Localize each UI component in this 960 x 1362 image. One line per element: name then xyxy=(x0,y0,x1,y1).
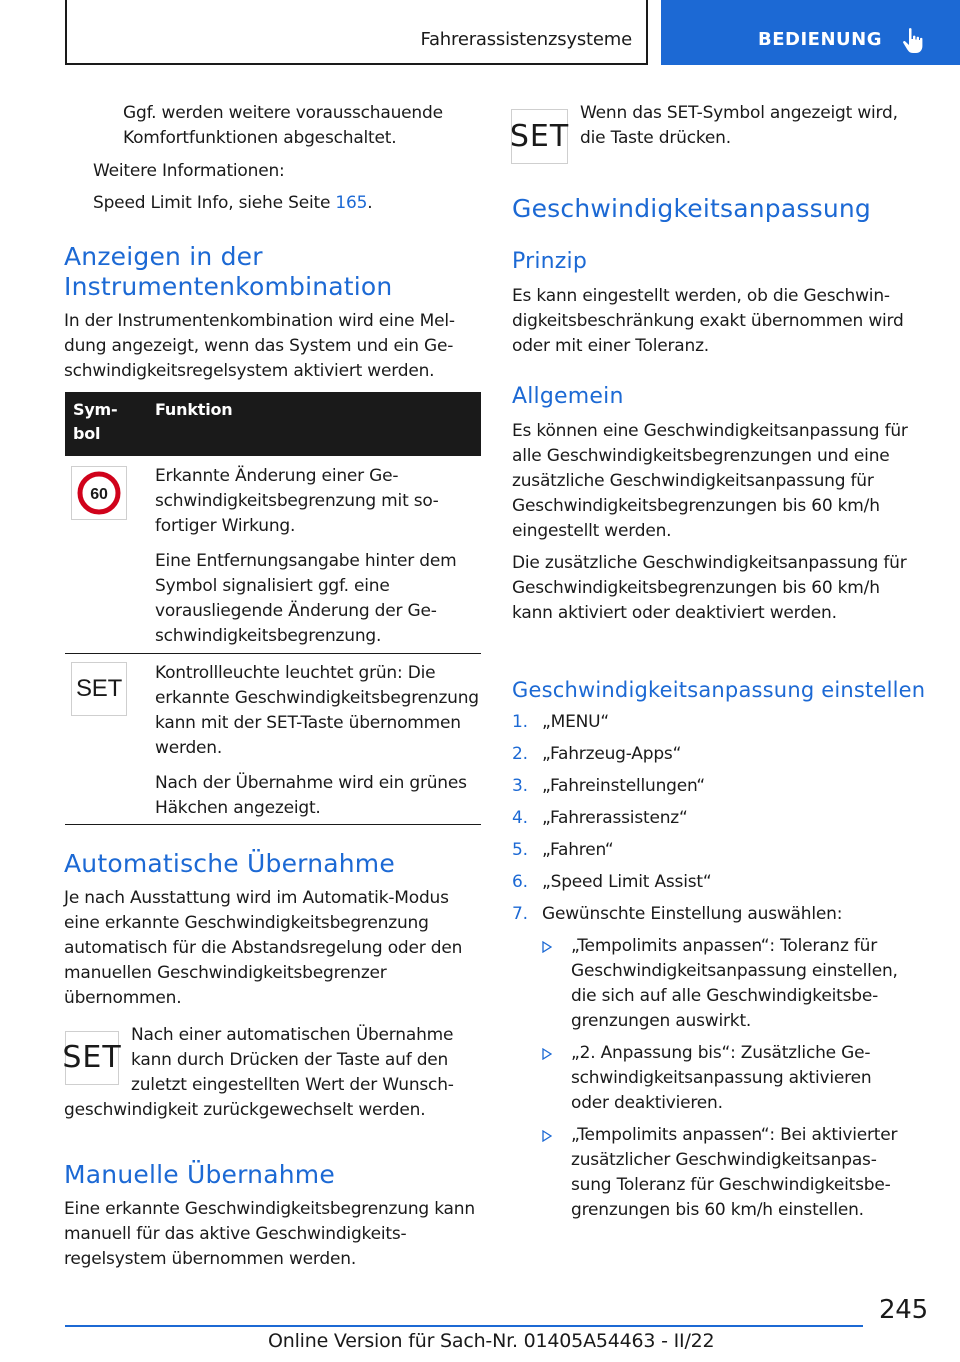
header-chapter-tab[interactable] xyxy=(661,0,960,65)
allgemein-paragraph-2: Die zusätzliche Geschwindigkeitsanpassung für Geschwindigkeitsbegrenzungen bis 60 km/h kann aktiviert oder deaktiviert werden. xyxy=(512,553,907,623)
header-chapter-title: BEDIENUNG xyxy=(758,29,882,50)
table-row-function xyxy=(155,464,481,659)
heading-automatische-uebernahme: Automatische Übernahme xyxy=(64,849,395,878)
heading-manuelle-uebernahme: Manuelle Übernahme xyxy=(64,1160,335,1189)
speed-limit-sign-graphic xyxy=(77,471,121,515)
hand-pointer-icon xyxy=(901,27,925,55)
row2-text-1: Kontrollleuchte leuchtet grün: Die erkannte Geschwindigkeitsbegrenzung kann mit der SET-Taste übernommen werden. xyxy=(155,663,479,758)
auto-note-line-1: Nach einer automatischen Übernahme xyxy=(131,1025,454,1045)
triangle-bullet-icon xyxy=(542,1130,552,1142)
step-text: „MENU“ xyxy=(542,712,609,732)
auto-note-line-3: zuletzt eingestellten Wert der Wunsch- xyxy=(131,1075,454,1095)
substep-text: „Tempolimits anpassen“: Toleranz für Geschwindigkeitsanpassung einstellen, die sich auf alle Geschwindigkeitsbegrenzungen auswirkt. xyxy=(571,936,898,1031)
heading-anzeigen-line-1: Anzeigen in der xyxy=(64,242,263,271)
allgemein-paragraph-1: Es können eine Geschwindigkeitsanpassung für alle Geschwindigkeitsbegrenzungen und eine zusätzliche Geschwindigkeitsanpassung für Geschwindigkeitsbegrenzungen bis 60 km/h eingestellt werden. xyxy=(512,421,908,541)
list-item xyxy=(512,806,930,831)
heading-prinzip: Prinzip xyxy=(512,249,588,274)
set-button-icon xyxy=(511,109,568,164)
step-number: 2. xyxy=(512,744,528,764)
substeps-list xyxy=(542,934,902,1223)
step-text: „Fahreinstellungen“ xyxy=(542,776,705,796)
speed-limit-reference-end: . xyxy=(367,193,373,213)
heading-allgemein: Allgemein xyxy=(512,384,624,409)
set-indicator-icon xyxy=(71,662,127,716)
manual-paragraph: Eine erkannte Geschwindigkeitsbegrenzung kann manuell für das aktive Geschwindigkeitsregelsystem übernommen werden. xyxy=(64,1199,475,1269)
step-text: „Fahrzeug-Apps“ xyxy=(542,744,682,764)
step-text: „Speed Limit Assist“ xyxy=(542,872,712,892)
auto-note-line-2: kann durch Drücken der Taste auf den xyxy=(131,1050,449,1070)
list-item xyxy=(542,934,902,1034)
triangle-bullet-icon xyxy=(542,941,552,953)
intro-line-1: Ggf. werden weitere vorausschauende xyxy=(123,103,443,123)
more-info-label: Weitere Informationen: xyxy=(93,161,285,181)
speed-limit-sign-icon xyxy=(71,466,127,520)
prinzip-paragraph: Es kann eingestellt werden, ob die Geschwindigkeitsbeschränkung exakt übernommen wird oder mit einer Toleranz. xyxy=(512,286,904,356)
page-number: 245 xyxy=(878,1295,928,1325)
auto-note-line-4: geschwindigkeit zurückgewechselt werden. xyxy=(64,1100,426,1120)
step-number: 4. xyxy=(512,808,528,828)
list-item xyxy=(512,902,930,1223)
set-button-label: SET xyxy=(62,1040,122,1075)
heading-anpassung-einstellen: Geschwindigkeitsanpassung einstellen xyxy=(512,678,926,702)
list-item xyxy=(512,742,930,767)
speed-limit-reference-text: Speed Limit Info, siehe Seite xyxy=(93,193,336,213)
table-header xyxy=(65,392,481,456)
step-text: „Fahren“ xyxy=(542,840,614,860)
row1-text-2: Eine Entfernungsangabe hinter dem Symbol signalisiert ggf. eine vorausliegende Änderung der Geschwindigkeitsbegrenzung. xyxy=(155,551,457,646)
page-link-165[interactable]: 165 xyxy=(335,193,368,213)
list-item xyxy=(512,838,930,863)
set-note-line-1: Wenn das SET-Symbol angezeigt wird, xyxy=(580,103,898,123)
step-number: 5. xyxy=(512,840,528,860)
table-header-symbol: Symbol xyxy=(73,400,118,443)
triangle-bullet-icon xyxy=(542,1048,552,1060)
steps-list xyxy=(512,710,930,1230)
intro-line-2: Komfortfunktionen abgeschaltet. xyxy=(123,128,397,148)
footer-text: Online Version für Sach-Nr. 01405A54463 - II/22 xyxy=(268,1330,715,1352)
step-number: 1. xyxy=(512,712,528,732)
set-button-label: SET xyxy=(509,118,570,154)
symbol-table xyxy=(65,392,481,825)
speed-limit-value: 60 xyxy=(90,486,108,503)
anzeigen-paragraph: In der Instrumentenkombination wird eine Meldung angezeigt, wenn das System und ein Geschwindigkeitsregelsystem aktiviert werden. xyxy=(64,311,455,381)
set-note-line-2: die Taste drücken. xyxy=(580,128,731,148)
step-number: 6. xyxy=(512,872,528,892)
heading-anzeigen-line-2: Instrumentenkombination xyxy=(64,272,393,301)
header-section-title: Fahrerassistenzsysteme xyxy=(420,29,632,50)
step-text: Gewünschte Einstellung auswählen: xyxy=(542,904,843,924)
auto-paragraph: Je nach Ausstattung wird im Automatik-Modus eine erkannte Geschwindigkeitsbegrenzung automatisch für die Abstandsregelung oder den manuellen Geschwindigkeitsbegrenzer übernommen. xyxy=(64,888,463,1008)
step-number: 7. xyxy=(512,904,528,924)
list-item xyxy=(542,1041,902,1116)
list-item xyxy=(512,710,930,735)
speed-limit-reference xyxy=(93,191,372,216)
row1-text-1: Erkannte Änderung einer Geschwindigkeitsbegrenzung mit sofortiger Wirkung. xyxy=(155,466,439,536)
list-item xyxy=(512,870,930,895)
table-row-function xyxy=(155,661,481,831)
header-section-box xyxy=(65,0,648,65)
substep-text: „Tempolimits anpassen“: Bei aktivierter zusätzlicher Geschwindigkeitsanpassung Toleranz für Geschwindigkeitsbegrenzungen bis 60 km/h einstellen. xyxy=(571,1125,898,1220)
heading-geschwindigkeitsanpassung: Geschwindigkeitsanpassung xyxy=(512,194,871,223)
list-item xyxy=(542,1123,902,1223)
row2-text-2: Nach der Übernahme wird ein grünes Häkchen angezeigt. xyxy=(155,773,467,818)
set-indicator-label: SET xyxy=(75,675,123,702)
table-row xyxy=(65,654,481,825)
table-row xyxy=(65,456,481,654)
set-button-icon xyxy=(62,1031,122,1085)
step-number: 3. xyxy=(512,776,528,796)
substep-text: „2. Anpassung bis“: Zusätzliche Geschwindigkeitsanpassung aktivieren oder deaktivieren. xyxy=(571,1043,872,1113)
step-text: „Fahrerassistenz“ xyxy=(542,808,688,828)
list-item xyxy=(512,774,930,799)
table-header-function: Funktion xyxy=(155,400,233,419)
footer-divider xyxy=(65,1325,863,1327)
